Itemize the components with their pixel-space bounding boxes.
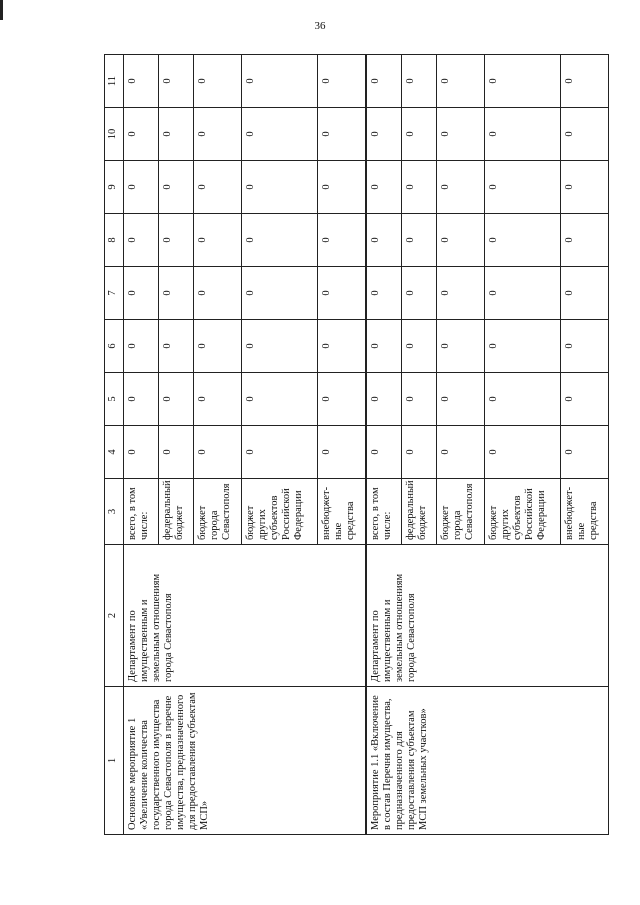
column-header: 1 xyxy=(105,687,124,835)
value-cell: 0 xyxy=(158,55,193,108)
value-cell: 0 xyxy=(193,161,241,214)
value-cell: 0 xyxy=(436,161,484,214)
value-cell: 0 xyxy=(242,320,317,373)
value-cell: 0 xyxy=(485,161,560,214)
value-cell: 0 xyxy=(317,161,366,214)
value-cell: 0 xyxy=(366,55,401,108)
value-cell: 0 xyxy=(485,214,560,267)
value-cell: 0 xyxy=(242,55,317,108)
value-cell: 0 xyxy=(242,161,317,214)
value-cell: 0 xyxy=(124,267,159,320)
measure-cell: Мероприятие 1.1 «Включение в состав Перечня имущества, предназначенного для предоставления субъектам МСП земельных участков» xyxy=(366,687,609,835)
value-cell: 0 xyxy=(158,373,193,426)
column-header: 6 xyxy=(105,320,124,373)
value-cell: 0 xyxy=(366,373,401,426)
value-cell: 0 xyxy=(485,267,560,320)
value-cell: 0 xyxy=(366,267,401,320)
value-cell: 0 xyxy=(193,373,241,426)
value-cell: 0 xyxy=(242,267,317,320)
column-header: 10 xyxy=(105,108,124,161)
value-cell: 0 xyxy=(242,426,317,479)
funding-source-cell: всего, в том числе: xyxy=(124,479,159,545)
value-cell: 0 xyxy=(485,108,560,161)
value-cell: 0 xyxy=(485,426,560,479)
column-header: 2 xyxy=(105,545,124,687)
value-cell: 0 xyxy=(401,214,436,267)
column-header: 9 xyxy=(105,161,124,214)
column-header: 4 xyxy=(105,426,124,479)
value-cell: 0 xyxy=(401,320,436,373)
value-cell: 0 xyxy=(560,108,609,161)
value-cell: 0 xyxy=(158,426,193,479)
value-cell: 0 xyxy=(124,320,159,373)
value-cell: 0 xyxy=(436,267,484,320)
value-cell: 0 xyxy=(242,373,317,426)
value-cell: 0 xyxy=(485,373,560,426)
funding-source-cell: бюджет города Севастополя xyxy=(193,479,241,545)
value-cell: 0 xyxy=(366,108,401,161)
value-cell: 0 xyxy=(560,426,609,479)
value-cell: 0 xyxy=(560,373,609,426)
table-body xyxy=(124,55,609,835)
funding-source-cell: бюджет других субъектов Российской Федерации xyxy=(485,479,560,545)
table-row xyxy=(124,55,159,835)
table-row xyxy=(366,55,401,835)
value-cell: 0 xyxy=(158,214,193,267)
value-cell: 0 xyxy=(366,426,401,479)
value-cell: 0 xyxy=(401,55,436,108)
value-cell: 0 xyxy=(124,55,159,108)
executor-cell: Департамент по имущественным и земельным отношениям города Севастополя xyxy=(124,545,366,687)
funding-source-cell: федеральный бюджет xyxy=(158,479,193,545)
value-cell: 0 xyxy=(401,267,436,320)
value-cell: 0 xyxy=(401,373,436,426)
value-cell: 0 xyxy=(485,55,560,108)
value-cell: 0 xyxy=(317,320,366,373)
value-cell: 0 xyxy=(124,426,159,479)
value-cell: 0 xyxy=(242,108,317,161)
funding-source-cell: бюджет города Севастополя xyxy=(436,479,484,545)
value-cell: 0 xyxy=(317,214,366,267)
executor-cell: Департамент по имущественным и земельным отношениям города Севастополя xyxy=(366,545,609,687)
value-cell: 0 xyxy=(560,55,609,108)
value-cell: 0 xyxy=(193,214,241,267)
value-cell: 0 xyxy=(193,426,241,479)
value-cell: 0 xyxy=(366,161,401,214)
page-number: 36 xyxy=(314,20,326,32)
funding-source-cell: внебюджет-ные средства xyxy=(560,479,609,545)
value-cell: 0 xyxy=(560,214,609,267)
value-cell: 0 xyxy=(193,108,241,161)
value-cell: 0 xyxy=(560,161,609,214)
funding-source-cell: федеральный бюджет xyxy=(401,479,436,545)
value-cell: 0 xyxy=(436,55,484,108)
value-cell: 0 xyxy=(193,320,241,373)
value-cell: 0 xyxy=(366,214,401,267)
financing-table xyxy=(104,54,609,835)
value-cell: 0 xyxy=(401,426,436,479)
value-cell: 0 xyxy=(317,267,366,320)
value-cell: 0 xyxy=(158,320,193,373)
column-header: 8 xyxy=(105,214,124,267)
value-cell: 0 xyxy=(193,267,241,320)
scan-edge-mark xyxy=(0,0,3,20)
value-cell: 0 xyxy=(436,214,484,267)
value-cell: 0 xyxy=(366,320,401,373)
value-cell: 0 xyxy=(124,108,159,161)
value-cell: 0 xyxy=(436,320,484,373)
header-row xyxy=(105,55,124,835)
value-cell: 0 xyxy=(401,108,436,161)
value-cell: 0 xyxy=(242,214,317,267)
value-cell: 0 xyxy=(317,108,366,161)
table-container xyxy=(104,55,609,835)
value-cell: 0 xyxy=(158,267,193,320)
funding-source-cell: всего, в том числе: xyxy=(366,479,401,545)
value-cell: 0 xyxy=(560,320,609,373)
value-cell: 0 xyxy=(124,161,159,214)
value-cell: 0 xyxy=(124,214,159,267)
value-cell: 0 xyxy=(317,426,366,479)
value-cell: 0 xyxy=(158,161,193,214)
column-header: 11 xyxy=(105,55,124,108)
value-cell: 0 xyxy=(436,373,484,426)
value-cell: 0 xyxy=(317,55,366,108)
column-header: 5 xyxy=(105,373,124,426)
funding-source-cell: внебюджет-ные средства xyxy=(317,479,366,545)
column-header: 7 xyxy=(105,267,124,320)
value-cell: 0 xyxy=(401,161,436,214)
measure-cell: Основное мероприятие 1 «Увеличение количества государственного имущества города Севастополя в перечне имущества, предназначенного для предоставления субъектам МСП» xyxy=(124,687,366,835)
value-cell: 0 xyxy=(317,373,366,426)
value-cell: 0 xyxy=(436,426,484,479)
column-header: 3 xyxy=(105,479,124,545)
value-cell: 0 xyxy=(560,267,609,320)
value-cell: 0 xyxy=(124,373,159,426)
value-cell: 0 xyxy=(485,320,560,373)
funding-source-cell: бюджет других субъектов Российской Федерации xyxy=(242,479,317,545)
value-cell: 0 xyxy=(436,108,484,161)
value-cell: 0 xyxy=(158,108,193,161)
value-cell: 0 xyxy=(193,55,241,108)
